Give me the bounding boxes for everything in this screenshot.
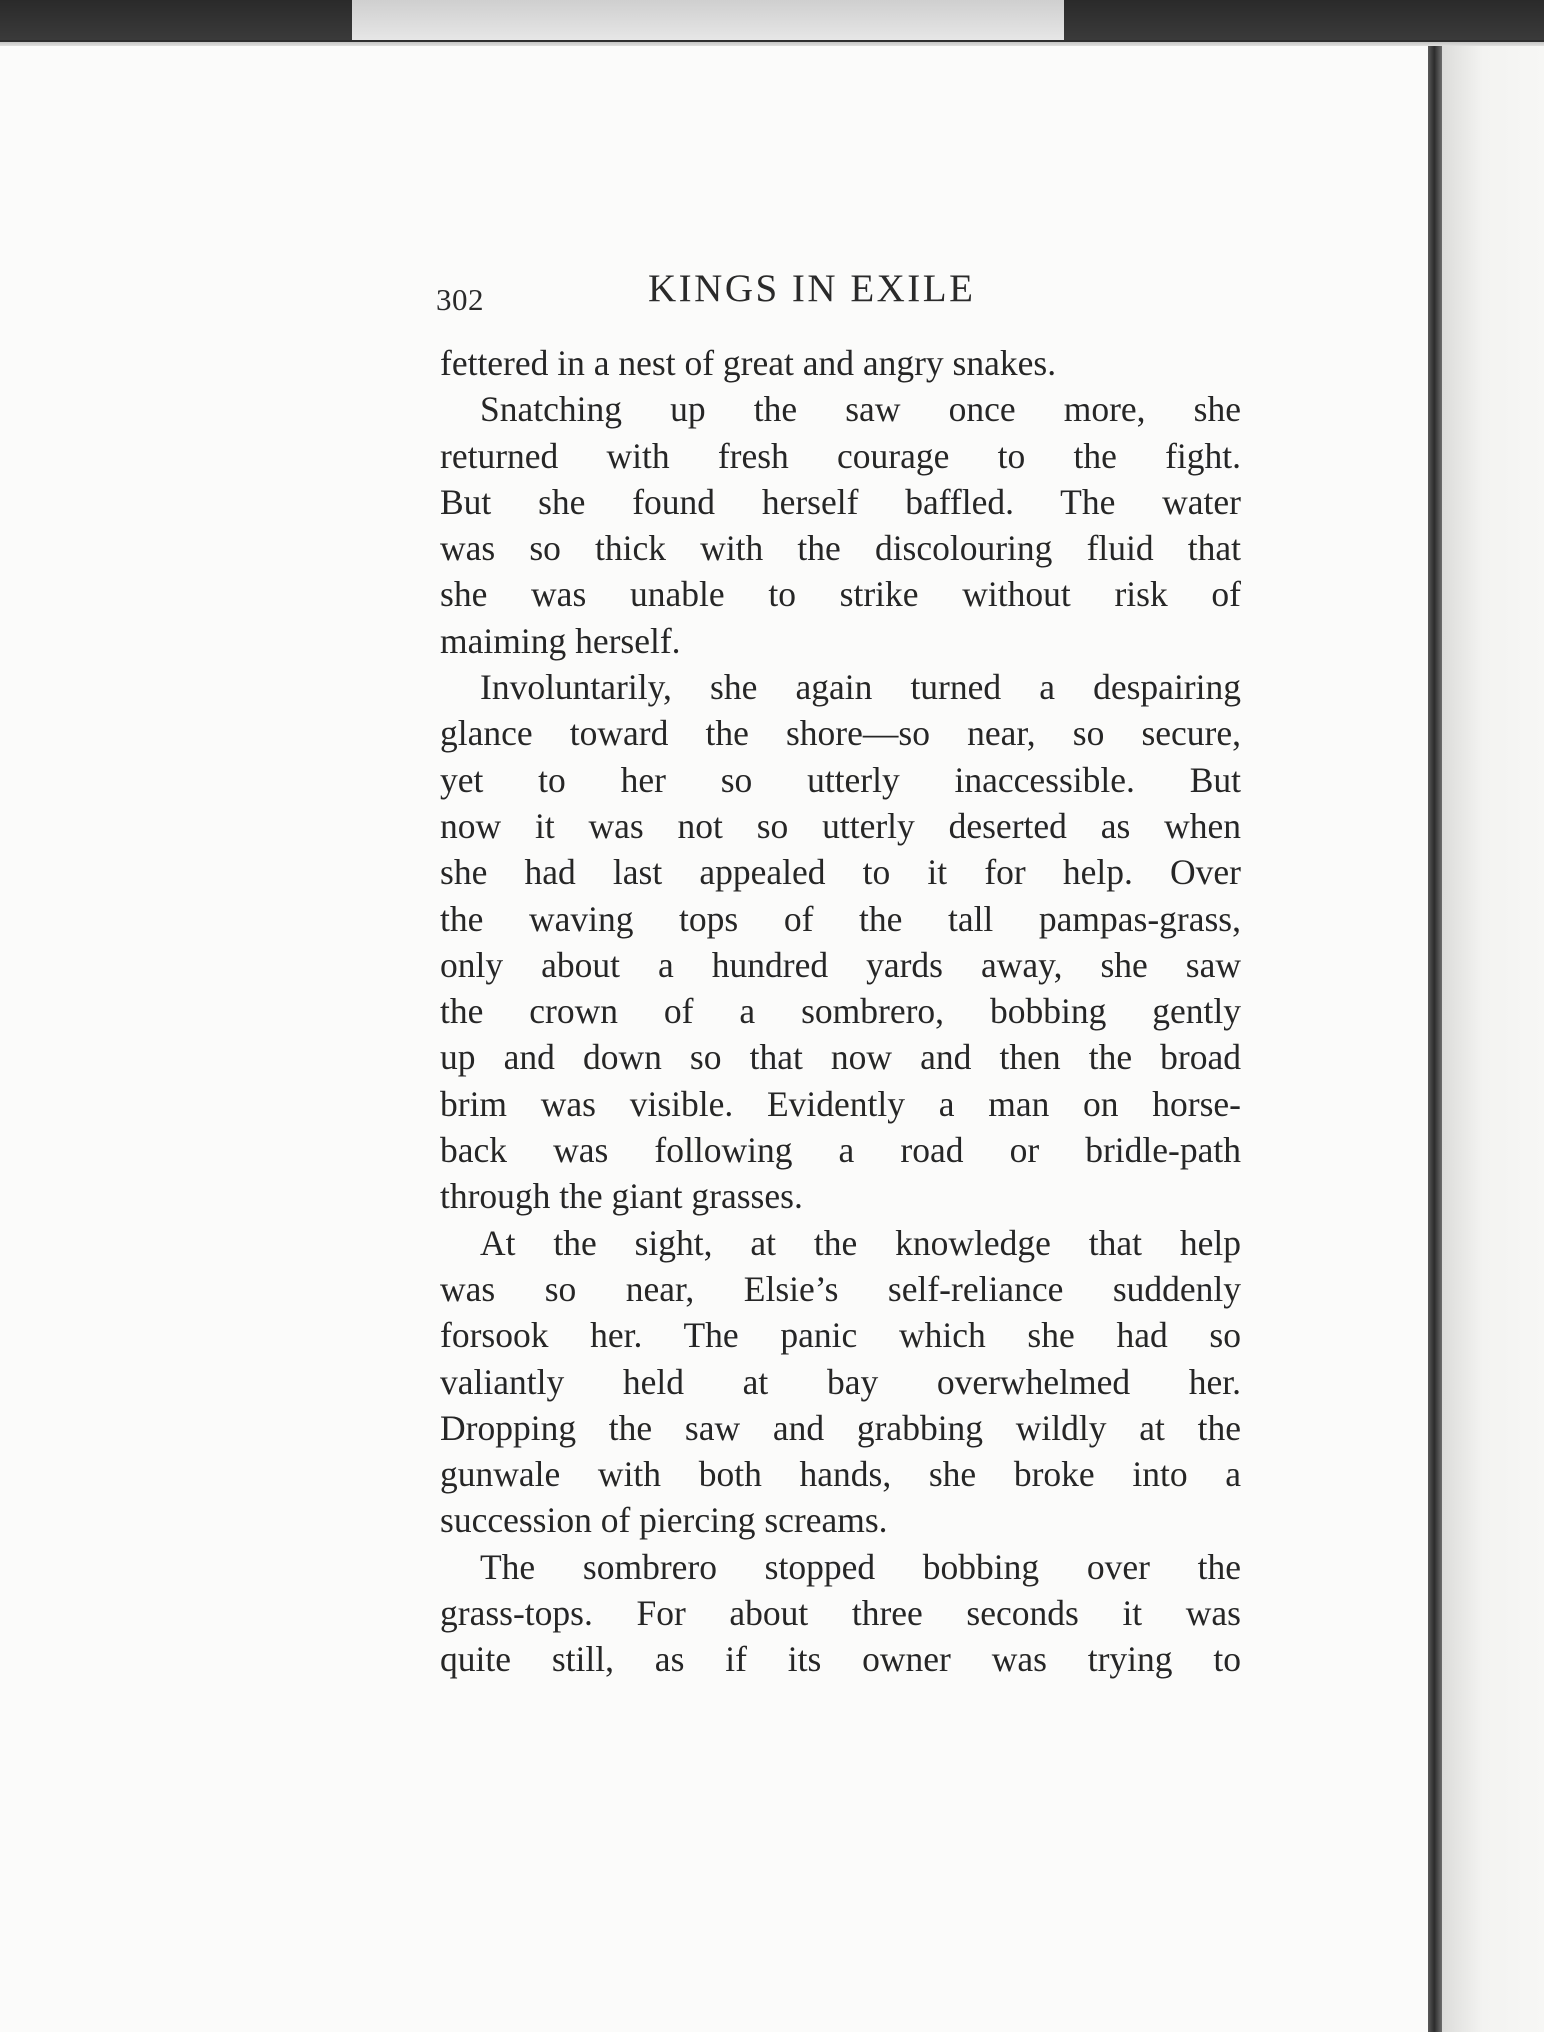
text-line: Dropping the saw and grabbing wildly at the: [440, 1407, 1241, 1448]
paragraph: [440, 386, 1241, 664]
facing-page-edge: [1442, 46, 1544, 2032]
text-line: up and down so that now and then the broad: [440, 1037, 1241, 1078]
text-line: yet to her so utterly inaccessible. But: [440, 759, 1241, 800]
text-line: At the sight, at the knowledge that help: [480, 1222, 1241, 1263]
paragraph: [440, 664, 1241, 1220]
page-number: 302: [436, 282, 484, 317]
text-line: Snatching up the saw once more, she: [480, 389, 1241, 430]
text-line: returned with fresh courage to the fight.: [440, 435, 1241, 476]
text-line: now it was not so utterly deserted as when: [440, 805, 1241, 846]
paragraph: [440, 1220, 1241, 1544]
text-line: through the giant grasses.: [440, 1176, 803, 1217]
text-line: was so thick with the discolouring fluid that: [440, 528, 1241, 569]
text-line: glance toward the shore—so near, so secure,: [440, 713, 1241, 754]
text-line: was so near, Elsie’s self-reliance suddenly: [440, 1268, 1241, 1309]
text-line: she was unable to strike without risk of: [440, 574, 1241, 615]
text-line: the waving tops of the tall pampas-grass,: [440, 898, 1241, 939]
text-line: gunwale with both hands, she broke into a: [440, 1454, 1241, 1495]
text-line: the crown of a sombrero, bobbing gently: [440, 991, 1241, 1032]
book-gutter: [1428, 46, 1442, 2032]
body-text: [440, 340, 1241, 1683]
paragraph: [440, 340, 1241, 386]
text-line: back was following a road or bridle-path: [440, 1130, 1241, 1171]
book-title: KINGS IN EXILE: [648, 267, 976, 310]
text-line: The sombrero stopped bobbing over the: [480, 1546, 1241, 1587]
scanner-edge-highlight: [352, 0, 1064, 40]
text-line: maiming herself.: [440, 620, 681, 661]
text-line: grass-tops. For about three seconds it was: [440, 1593, 1241, 1634]
paragraph: [440, 1544, 1241, 1683]
text-line: Involuntarily, she again turned a despairing: [480, 667, 1241, 708]
text-line: But she found herself baffled. The water: [440, 481, 1241, 522]
text-line: succession of piercing screams.: [440, 1500, 888, 1541]
text-line: valiantly held at bay overwhelmed her.: [440, 1361, 1241, 1402]
running-head: [436, 266, 1244, 322]
text-line: forsook her. The panic which she had so: [440, 1315, 1241, 1356]
text-line: fettered in a nest of great and angry snakes.: [440, 343, 1057, 383]
text-line: quite still, as if its owner was trying to: [440, 1639, 1241, 1680]
text-line: brim was visible. Evidently a man on horse-: [440, 1083, 1241, 1124]
text-line: she had last appealed to it for help. Over: [440, 852, 1241, 893]
text-line: only about a hundred yards away, she saw: [440, 944, 1241, 985]
